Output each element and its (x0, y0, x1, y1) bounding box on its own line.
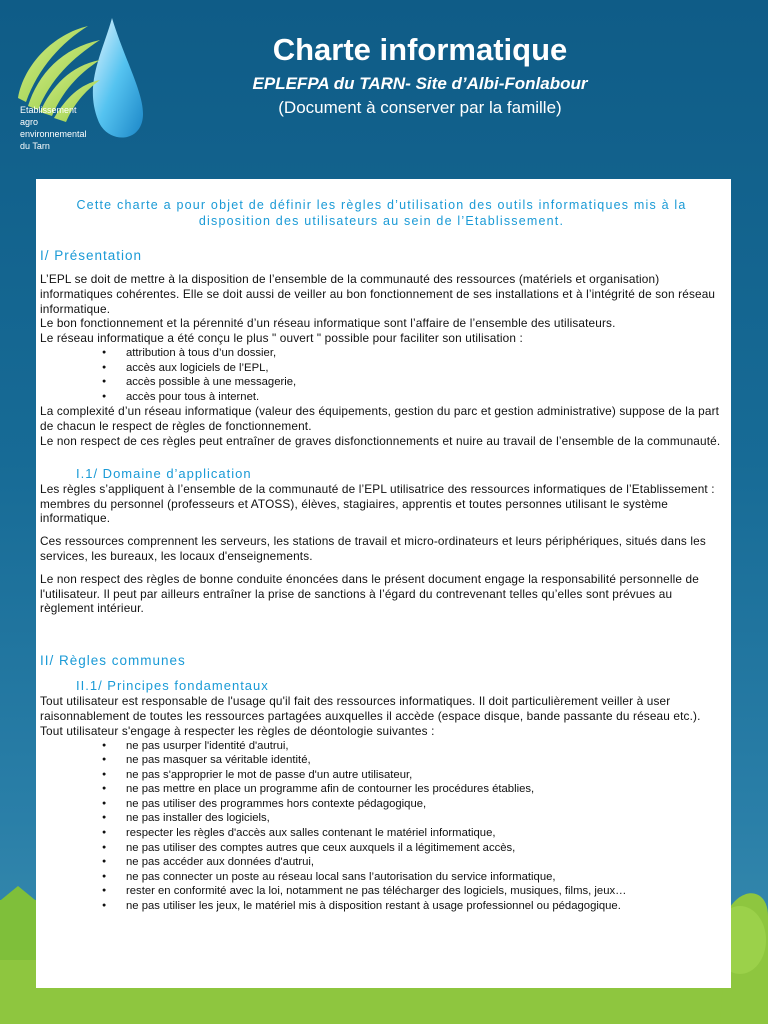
list-item: ● attribution à tous d’un dossier, (126, 346, 723, 361)
logo-line: environnemental (20, 129, 87, 139)
paragraph: L’EPL se doit de mettre à la disposition de l’ensemble de la communauté des ressources (matériels et organisation) informatiques cohérentes. Elle se doit aussi de veiller au bon fonctionnement de ses installations et à l’intégrité de son réseau informatique. (40, 272, 716, 316)
section-heading-domaine: I.1/ Domaine d’application (76, 465, 252, 481)
paragraph: Le non respect de ces règles peut entraîner de graves disfonctionnements et nuire au travail de l’ensemble de la communauté. (40, 433, 721, 448)
paragraph: Les règles s’appliquent à l’ensemble de la communauté de l’EPL utilisatrice des ressources informatiques de l’Etablissement : membres du personnel (professeurs et ATOSS), élèves, stagiaires, apprentis et toutes personnes utilisant le système informatique. (40, 481, 715, 526)
network-features-list (40, 346, 723, 404)
list-item: ● rester en conformité avec la loi, notamment ne pas télécharger des logiciels, musiques, films, jeux… (126, 884, 723, 899)
intro-text: Cette charte a pour objet de définir les règles d’utilisation des outils informatiques mis à la disposition des utilisateurs au sein de l’Etablissement. (76, 198, 687, 228)
paragraph: Le bon fonctionnement et la pérennité d’un réseau informatique sont l’affaire de l’ensemble des utilisateurs. (40, 316, 616, 331)
logo-line: du Tarn (20, 141, 50, 151)
paragraph: La complexité d’un réseau informatique (valeur des équipements, gestion du parc et gestion administrative) suppose de la part de chacun le respect de règles de fonctionnement. (40, 404, 720, 434)
paragraph: Le réseau informatique a été conçu le plus " ouvert " possible pour faciliter son utilisation : (40, 331, 523, 346)
paragraph: Le non respect des règles de bonne conduite énoncées dans le présent document engage la responsabilité personnelle de l'utilisateur. Il peut par ailleurs entraîner la prise de sanctions à l’égard du contrevenant telles qu’elles sont prévues au règlement intérieur. (40, 571, 699, 616)
list-item: ● ne pas utiliser des comptes autres que ceux auxquels il a légitimement accès, (126, 841, 723, 856)
paragraph: Tout utilisateur s'engage à respecter les règles de déontologie suivantes : (40, 723, 435, 738)
list-item: ● respecter les règles d'accès aux salles contenant le matériel informatique, (126, 826, 723, 841)
list-item: ● ne pas connecter un poste au réseau local sans l’autorisation du service informatique, (126, 870, 723, 885)
list-item: ● ne pas mettre en place un programme afin de contourner les procédures établies, (126, 782, 723, 797)
page-note: (Document à conserver par la famille) (278, 98, 562, 117)
page-header (0, 0, 768, 180)
list-item: ● accès possible à une messagerie, (126, 375, 723, 390)
list-item: ● ne pas usurper l'identité d'autrui, (126, 739, 723, 754)
section-heading-presentation: I/ Présentation (40, 248, 143, 263)
logo-caption (20, 104, 87, 152)
list-item: ● ne pas utiliser les jeux, le matériel mis à disposition restant à usage professionnel ou pédagogique. (126, 899, 723, 914)
page-title: Charte informatique (272, 32, 568, 67)
list-item: ● ne pas accéder aux données d'autrui, (126, 855, 723, 870)
list-item: ● accès pour tous à internet. (126, 390, 723, 405)
etablissement-logo (14, 14, 149, 154)
logo-line: Etablissement (20, 105, 77, 115)
deontology-rules-list (40, 739, 723, 914)
list-item: ● ne pas s'approprier le mot de passe d'un autre utilisateur, (126, 768, 723, 783)
list-item: ● accès aux logiciels de l’EPL, (126, 361, 723, 376)
logo-line: agro (20, 117, 39, 127)
section-heading-regles: II/ Règles communes (40, 653, 186, 669)
section-heading-principes: II.1/ Principes fondamentaux (76, 678, 269, 694)
page-subtitle: EPLEFPA du TARN- Site d’Albi-Fonlabour (252, 74, 588, 93)
title-block (200, 30, 640, 120)
paragraph: Tout utilisateur est responsable de l'usage qu'il fait des ressources informatiques. Il doit particulièrement veiller à user raisonnablement de toutes les ressources partagées auxquelles il accède (espace disque, bande passante du réseau etc.). (40, 694, 701, 723)
charter-document (36, 179, 731, 988)
paragraph: Ces ressources comprennent les serveurs, les stations de travail et micro-ordinateurs et leurs périphériques, situés dans les services, les bureaux, les locaux d'enseignements. (40, 534, 706, 563)
list-item: ● ne pas utiliser des programmes hors contexte pédagogique, (126, 797, 723, 812)
list-item: ● ne pas masquer sa véritable identité, (126, 753, 723, 768)
list-item: ● ne pas installer des logiciels, (126, 811, 723, 826)
